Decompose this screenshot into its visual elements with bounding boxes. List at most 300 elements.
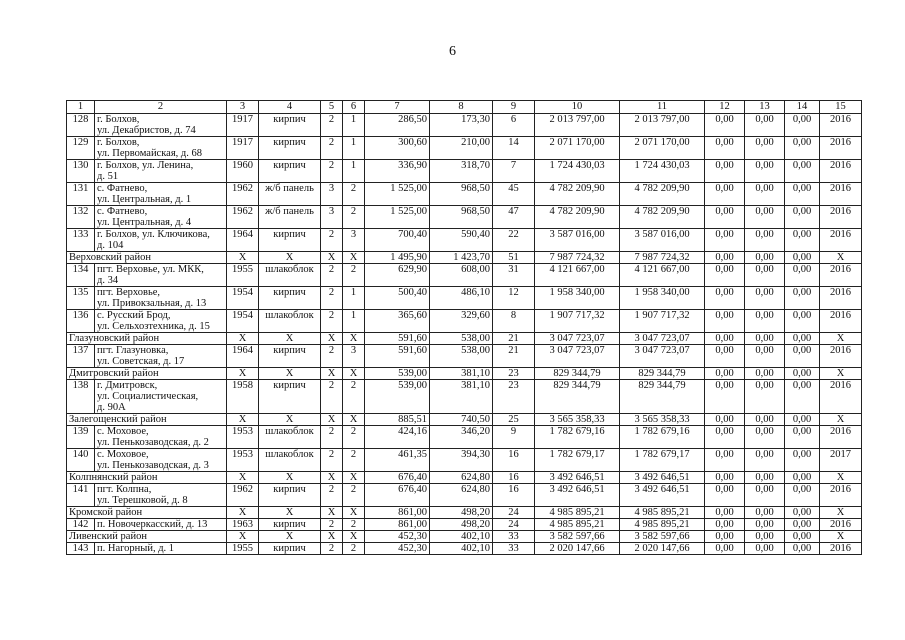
cell-year: 1954 [227,287,259,310]
cell-c9: 23 [493,380,535,414]
cell-c12: 0,00 [705,507,745,519]
district-name: Ливенский район [67,531,227,543]
cell-c9: 12 [493,287,535,310]
cell-c13: 0,00 [745,519,785,531]
cell-c7: 336,90 [365,160,430,183]
cell-material: ж/б панель [259,183,321,206]
column-header: 12 [705,101,745,114]
district-subtotal-row [67,252,862,264]
cell-c7: 452,30 [365,531,430,543]
address-line: ул. Центральная, д. 1 [97,194,192,205]
address-cell [95,310,227,333]
cell-c7: 591,60 [365,345,430,368]
cell-c15: 2016 [820,310,862,333]
cell-c11: 4 985 895,21 [620,507,705,519]
row-number: 134 [67,264,95,287]
cell-c15: 2016 [820,137,862,160]
cell-c8: 968,50 [430,183,493,206]
address-cell [95,543,227,555]
cell-c14: 0,00 [785,543,820,555]
table-row [67,229,862,252]
cell-c9: 8 [493,310,535,333]
address-line: д. 51 [97,171,119,182]
cell-c13: 0,00 [745,472,785,484]
cell-c9: 24 [493,519,535,531]
cell-c12: 0,00 [705,543,745,555]
row-number: 132 [67,206,95,229]
cell-material: X [259,507,321,519]
cell-c8: 402,10 [430,543,493,555]
table-row [67,426,862,449]
cell-year: 1953 [227,426,259,449]
column-header: 8 [430,101,493,114]
cell-c11: 3 492 646,51 [620,472,705,484]
cell-c12: 0,00 [705,449,745,472]
cell-c9: 45 [493,183,535,206]
address-cell [95,484,227,507]
cell-c7: 861,00 [365,507,430,519]
table-row [67,345,862,368]
cell-c10: 4 121 667,00 [535,264,620,287]
address-line: ул. Пенькозаводская, д. 2 [97,437,209,448]
cell-c9: 33 [493,543,535,555]
cell-c13: 0,00 [745,252,785,264]
cell-c5: 2 [321,287,343,310]
cell-c5: 2 [321,484,343,507]
cell-c13: 0,00 [745,531,785,543]
cell-c9: 7 [493,160,535,183]
cell-c8: 624,80 [430,484,493,507]
cell-material: кирпич [259,345,321,368]
district-name: Кромской район [67,507,227,519]
cell-c10: 1 782 679,17 [535,449,620,472]
cell-c15: 2016 [820,114,862,137]
cell-year: X [227,252,259,264]
cell-c8: 346,20 [430,426,493,449]
cell-c15: 2016 [820,229,862,252]
cell-c13: 0,00 [745,333,785,345]
cell-c10: 3 582 597,66 [535,531,620,543]
column-header: 6 [343,101,365,114]
address-line: п. Нагорный, д. 1 [97,543,175,554]
cell-c11: 829 344,79 [620,368,705,380]
cell-c8: 394,30 [430,449,493,472]
cell-c7: 861,00 [365,519,430,531]
cell-c14: 0,00 [785,507,820,519]
row-number: 137 [67,345,95,368]
cell-c14: 0,00 [785,531,820,543]
cell-c6: 2 [343,183,365,206]
cell-c7: 452,30 [365,543,430,555]
cell-c15: 2016 [820,543,862,555]
cell-material: кирпич [259,484,321,507]
cell-c14: 0,00 [785,114,820,137]
cell-c10: 2 020 147,66 [535,543,620,555]
cell-c14: 0,00 [785,380,820,414]
address-line: с. Фатнево, [97,206,148,217]
cell-year: X [227,531,259,543]
row-number: 143 [67,543,95,555]
cell-material: шлакоблок [259,449,321,472]
cell-year: 1960 [227,160,259,183]
row-number: 129 [67,137,95,160]
cell-c15: 2016 [820,345,862,368]
address-line: ул. Привокзальная, д. 13 [97,298,207,309]
row-number: 141 [67,484,95,507]
cell-c15: X [820,507,862,519]
cell-c10: 1 782 679,16 [535,426,620,449]
cell-c14: 0,00 [785,519,820,531]
cell-c11: 2 013 797,00 [620,114,705,137]
column-header: 2 [95,101,227,114]
cell-c11: 4 782 209,90 [620,206,705,229]
table-row [67,484,862,507]
cell-c8: 498,20 [430,507,493,519]
cell-material: ж/б панель [259,206,321,229]
cell-c5: 3 [321,183,343,206]
address-cell [95,449,227,472]
cell-c14: 0,00 [785,287,820,310]
cell-c5: 2 [321,160,343,183]
cell-c15: 2016 [820,380,862,414]
cell-year: 1958 [227,380,259,414]
cell-year: 1962 [227,183,259,206]
cell-c13: 0,00 [745,368,785,380]
cell-c12: 0,00 [705,380,745,414]
cell-c14: 0,00 [785,414,820,426]
address-line: ул. Пенькозаводская, д. 3 [97,460,209,471]
cell-c11: 1 724 430,03 [620,160,705,183]
address-line: г. Болхов, [97,114,140,125]
column-header: 9 [493,101,535,114]
cell-c12: 0,00 [705,310,745,333]
cell-c11: 3 565 358,33 [620,414,705,426]
cell-c14: 0,00 [785,368,820,380]
table-row [67,114,862,137]
cell-year: 1955 [227,264,259,287]
cell-c5: 2 [321,449,343,472]
column-header: 4 [259,101,321,114]
cell-c14: 0,00 [785,345,820,368]
address-cell [95,114,227,137]
cell-c5: X [321,252,343,264]
table-row [67,380,862,414]
cell-c9: 16 [493,449,535,472]
cell-c13: 0,00 [745,414,785,426]
cell-material: кирпич [259,519,321,531]
cell-c5: 3 [321,206,343,229]
cell-c13: 0,00 [745,183,785,206]
cell-c11: 4 985 895,21 [620,519,705,531]
cell-year: X [227,507,259,519]
cell-year: X [227,333,259,345]
cell-c5: X [321,472,343,484]
table-row [67,519,862,531]
cell-c6: 3 [343,229,365,252]
cell-year: 1964 [227,229,259,252]
row-number: 133 [67,229,95,252]
column-header: 15 [820,101,862,114]
cell-c8: 608,00 [430,264,493,287]
row-number: 136 [67,310,95,333]
address-cell [95,380,227,414]
cell-c7: 300,60 [365,137,430,160]
cell-c5: 2 [321,114,343,137]
cell-material: кирпич [259,229,321,252]
cell-c9: 22 [493,229,535,252]
cell-year: 1953 [227,449,259,472]
cell-c10: 829 344,79 [535,368,620,380]
table-row [67,264,862,287]
cell-c14: 0,00 [785,310,820,333]
cell-year: 1964 [227,345,259,368]
address-cell [95,345,227,368]
address-line: пгт. Верховье, ул. МКК, [97,264,204,275]
cell-year: X [227,368,259,380]
cell-year: 1954 [227,310,259,333]
district-name: Верховский район [67,252,227,264]
cell-c9: 9 [493,426,535,449]
cell-c7: 1 525,00 [365,206,430,229]
cell-c11: 3 492 646,51 [620,484,705,507]
row-number: 140 [67,449,95,472]
cell-c6: 2 [343,484,365,507]
cell-c5: 2 [321,345,343,368]
table-row [67,137,862,160]
cell-c11: 1 958 340,00 [620,287,705,310]
cell-material: X [259,333,321,345]
address-line: г. Дмитровск, [97,380,158,391]
cell-c13: 0,00 [745,114,785,137]
cell-c14: 0,00 [785,333,820,345]
district-subtotal-row [67,472,862,484]
cell-c14: 0,00 [785,484,820,507]
cell-c12: 0,00 [705,137,745,160]
cell-c15: X [820,472,862,484]
address-cell [95,264,227,287]
cell-c15: X [820,368,862,380]
cell-c11: 3 582 597,66 [620,531,705,543]
cell-c12: 0,00 [705,531,745,543]
cell-c10: 2 071 170,00 [535,137,620,160]
cell-c12: 0,00 [705,426,745,449]
cell-c14: 0,00 [785,229,820,252]
column-header: 5 [321,101,343,114]
address-line: ул. Центральная, д. 4 [97,217,192,228]
column-header: 7 [365,101,430,114]
cell-c10: 3 047 723,07 [535,333,620,345]
address-line: ул. Первомайская, д. 68 [97,148,202,159]
address-line: пгт. Колпна, [97,484,152,495]
cell-c7: 424,16 [365,426,430,449]
address-line: ул. Декабристов, д. 74 [97,125,196,136]
cell-c5: X [321,507,343,519]
cell-c12: 0,00 [705,160,745,183]
cell-material: кирпич [259,287,321,310]
address-line: д. 34 [97,275,119,286]
cell-c10: 3 047 723,07 [535,345,620,368]
cell-c10: 2 013 797,00 [535,114,620,137]
cell-c8: 486,10 [430,287,493,310]
column-header: 11 [620,101,705,114]
cell-c12: 0,00 [705,264,745,287]
cell-c6: X [343,252,365,264]
cell-c12: 0,00 [705,472,745,484]
cell-c9: 14 [493,137,535,160]
cell-year: X [227,472,259,484]
cell-c6: 2 [343,426,365,449]
address-line: с. Русский Брод, [97,310,171,321]
table-row [67,183,862,206]
cell-c6: 2 [343,519,365,531]
table-row [67,449,862,472]
cell-c8: 329,60 [430,310,493,333]
cell-c12: 0,00 [705,183,745,206]
cell-c12: 0,00 [705,414,745,426]
address-cell [95,206,227,229]
address-cell [95,229,227,252]
cell-c11: 4 782 209,90 [620,183,705,206]
cell-c9: 51 [493,252,535,264]
cell-c10: 3 492 646,51 [535,484,620,507]
cell-c9: 23 [493,368,535,380]
cell-c13: 0,00 [745,229,785,252]
cell-material: X [259,368,321,380]
column-header: 13 [745,101,785,114]
cell-c8: 381,10 [430,380,493,414]
cell-c5: 2 [321,137,343,160]
cell-c11: 4 121 667,00 [620,264,705,287]
cell-c14: 0,00 [785,252,820,264]
cell-c8: 590,40 [430,229,493,252]
cell-c9: 21 [493,345,535,368]
cell-c9: 33 [493,531,535,543]
cell-c9: 25 [493,414,535,426]
table-row [67,206,862,229]
housing-registry-table [66,100,862,555]
cell-c7: 500,40 [365,287,430,310]
cell-c10: 1 724 430,03 [535,160,620,183]
cell-c8: 624,80 [430,472,493,484]
cell-c9: 21 [493,333,535,345]
cell-c11: 2 020 147,66 [620,543,705,555]
address-line: г. Болхов, ул. Ключикова, [97,229,210,240]
cell-c7: 676,40 [365,472,430,484]
cell-c13: 0,00 [745,287,785,310]
district-subtotal-row [67,333,862,345]
address-line: ул. Социалистическая, [97,391,199,402]
cell-material: кирпич [259,543,321,555]
district-subtotal-row [67,368,862,380]
cell-material: X [259,472,321,484]
table-row [67,543,862,555]
district-subtotal-row [67,507,862,519]
cell-material: кирпич [259,380,321,414]
district-subtotal-row [67,531,862,543]
cell-material: шлакоблок [259,310,321,333]
cell-c11: 1 907 717,32 [620,310,705,333]
cell-c13: 0,00 [745,543,785,555]
address-line: ул. Терешковой, д. 8 [97,495,188,506]
cell-c6: 1 [343,160,365,183]
district-name: Колпнянский район [67,472,227,484]
cell-c11: 2 071 170,00 [620,137,705,160]
cell-c6: 2 [343,449,365,472]
cell-c13: 0,00 [745,426,785,449]
cell-c10: 7 987 724,32 [535,252,620,264]
cell-c15: X [820,531,862,543]
cell-c11: 1 782 679,16 [620,426,705,449]
cell-c7: 1 495,90 [365,252,430,264]
cell-c10: 1 907 717,32 [535,310,620,333]
cell-c14: 0,00 [785,472,820,484]
cell-c15: 2016 [820,484,862,507]
cell-c11: 3 047 723,07 [620,333,705,345]
district-name: Залегощенский район [67,414,227,426]
cell-c6: 1 [343,310,365,333]
cell-c8: 210,00 [430,137,493,160]
cell-c15: X [820,252,862,264]
cell-c12: 0,00 [705,287,745,310]
cell-year: 1955 [227,543,259,555]
cell-c12: 0,00 [705,484,745,507]
cell-c10: 3 587 016,00 [535,229,620,252]
cell-c6: 1 [343,287,365,310]
cell-c5: X [321,368,343,380]
cell-c7: 591,60 [365,333,430,345]
cell-c15: 2016 [820,264,862,287]
cell-c9: 24 [493,507,535,519]
cell-c5: X [321,414,343,426]
cell-c7: 885,51 [365,414,430,426]
cell-c9: 6 [493,114,535,137]
row-number: 128 [67,114,95,137]
address-line: д. 90А [97,402,126,413]
cell-c12: 0,00 [705,229,745,252]
address-cell [95,426,227,449]
cell-c13: 0,00 [745,345,785,368]
cell-c6: X [343,333,365,345]
cell-c15: 2016 [820,426,862,449]
cell-c12: 0,00 [705,114,745,137]
cell-c8: 538,00 [430,333,493,345]
cell-c6: X [343,507,365,519]
cell-c10: 1 958 340,00 [535,287,620,310]
cell-c7: 539,00 [365,380,430,414]
address-line: ул. Советская, д. 17 [97,356,185,367]
cell-c14: 0,00 [785,183,820,206]
cell-material: X [259,414,321,426]
cell-c13: 0,00 [745,484,785,507]
address-cell [95,183,227,206]
cell-c15: 2016 [820,206,862,229]
cell-c7: 286,50 [365,114,430,137]
cell-c15: 2016 [820,183,862,206]
row-number: 139 [67,426,95,449]
cell-c12: 0,00 [705,206,745,229]
cell-c13: 0,00 [745,206,785,229]
cell-c10: 829 344,79 [535,380,620,414]
cell-c5: 2 [321,380,343,414]
header-row [67,101,862,114]
cell-c9: 47 [493,206,535,229]
row-number: 131 [67,183,95,206]
cell-c11: 3 587 016,00 [620,229,705,252]
cell-c15: 2016 [820,287,862,310]
cell-c13: 0,00 [745,380,785,414]
cell-c12: 0,00 [705,519,745,531]
district-name: Глазуновский район [67,333,227,345]
